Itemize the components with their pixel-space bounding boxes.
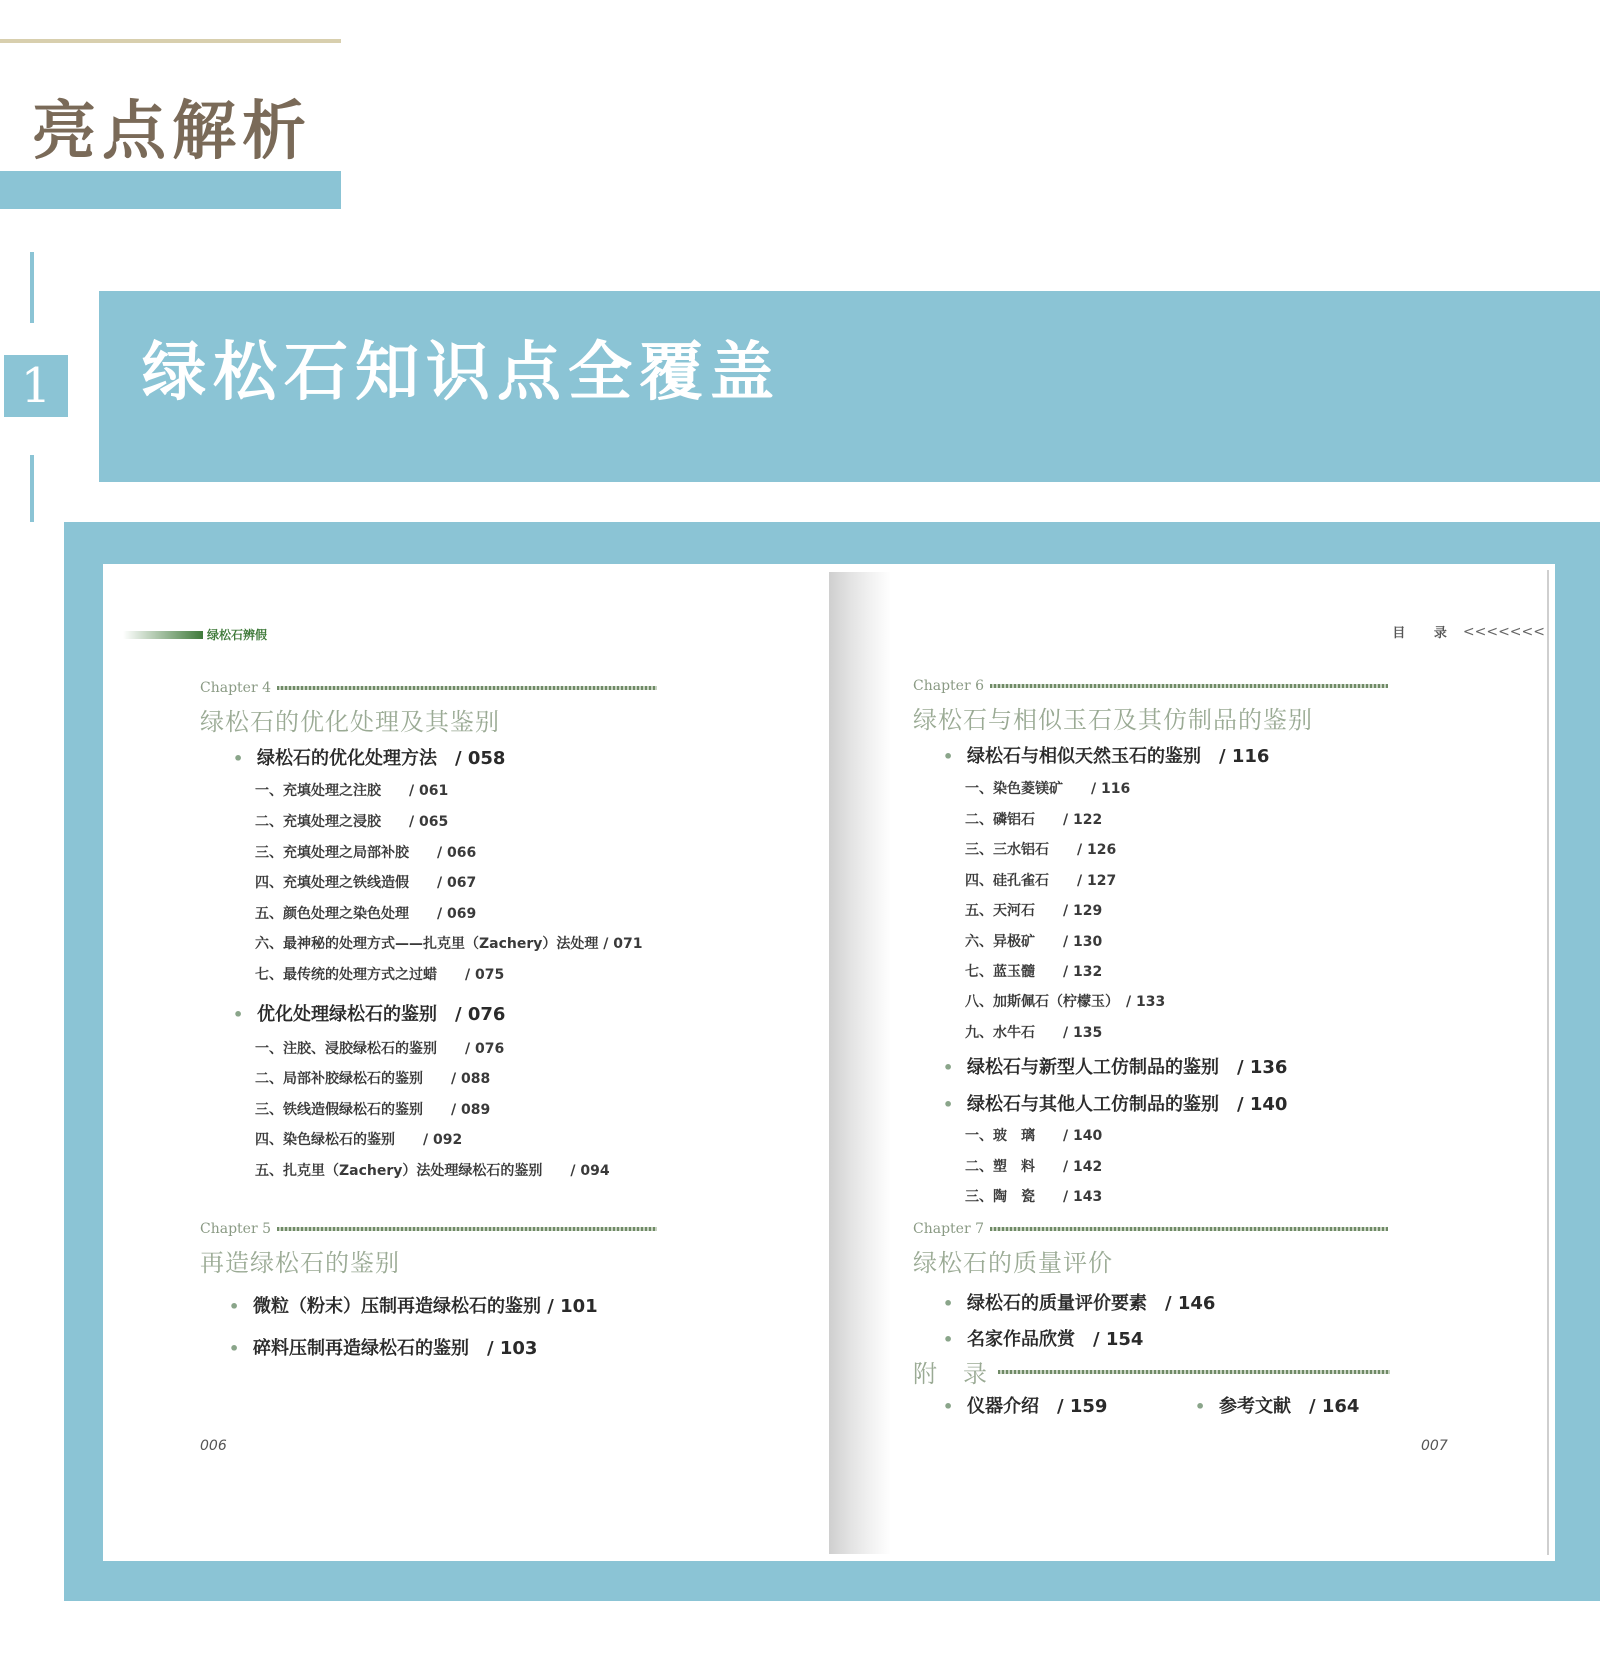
chapter-6-header	[913, 678, 1388, 735]
chapter-title: 绿松石的质量评价	[913, 1249, 1113, 1277]
chapter-7-header	[913, 1221, 1388, 1278]
toc-sub-entry: 四、染色绿松石的鉴别 / 092	[255, 1132, 463, 1148]
toc-sub-entry: 二、充填处理之浸胶 / 065	[255, 814, 449, 830]
toc-sub-entry: 二、局部补胶绿松石的鉴别 / 088	[255, 1071, 491, 1087]
chapter-rule	[998, 1370, 1390, 1374]
toc-main-entry: • 微粒（粉末）压制再造绿松石的鉴别 / 101	[229, 1292, 598, 1318]
chapter-rule	[277, 1227, 657, 1231]
right-page	[829, 564, 1555, 1561]
chapter-5-header	[200, 1221, 657, 1278]
toc-sub-entry: 五、扎克里（Zachery）法处理绿松石的鉴别 / 094	[255, 1163, 610, 1179]
toc-main-entry: • 绿松石的质量评价要素 / 146	[943, 1289, 1215, 1315]
highlight-underbar	[0, 171, 341, 209]
toc-main-entry: • 绿松石的优化处理方法 / 058	[233, 744, 505, 770]
toc-sub-entry: 五、颜色处理之染色处理 / 069	[255, 906, 477, 922]
page-number: 006	[200, 1438, 227, 1454]
section-banner	[99, 291, 1600, 482]
toc-main-entry: • 绿松石与其他人工仿制品的鉴别 / 140	[943, 1090, 1287, 1116]
running-head-chevrons: <<<<<<<	[1462, 623, 1545, 640]
toc-sub-entry: 二、塑 料 / 142	[965, 1159, 1103, 1175]
chapter-label: Chapter 4	[200, 680, 271, 696]
chapter-label: Chapter 7	[913, 1221, 984, 1237]
chapter-title: 绿松石的优化处理及其鉴别	[200, 708, 500, 736]
running-head-bar	[123, 631, 203, 639]
chapter-rule	[277, 686, 657, 690]
chapter-title: 再造绿松石的鉴别	[200, 1249, 400, 1277]
toc-sub-entry: 六、异极矿 / 130	[965, 934, 1103, 950]
toc-sub-entry: 一、染色菱镁矿 / 116	[965, 781, 1131, 797]
highlight-title: 亮点解析	[32, 95, 312, 169]
toc-sub-entry: 九、水牛石 / 135	[965, 1025, 1103, 1041]
open-book-toc	[103, 564, 1555, 1561]
toc-main-entry: • 碎料压制再造绿松石的鉴别 / 103	[229, 1334, 537, 1360]
toc-sub-entry: 一、注胶、浸胶绿松石的鉴别 / 076	[255, 1041, 505, 1057]
chapter-title: 绿松石与相似玉石及其仿制品的鉴别	[913, 706, 1313, 734]
toc-sub-entry: 一、充填处理之注胶 / 061	[255, 783, 449, 799]
toc-sub-entry: 八、加斯佩石（柠檬玉） / 133	[965, 994, 1166, 1010]
section-line-bottom	[30, 455, 34, 522]
left-running-head	[123, 626, 267, 643]
left-page	[103, 564, 833, 1561]
toc-sub-entry: 五、天河石 / 129	[965, 903, 1103, 919]
top-accent-line	[0, 39, 341, 43]
toc-sub-entry: 二、磷铝石 / 122	[965, 812, 1103, 828]
toc-sub-entry: 三、充填处理之局部补胶 / 066	[255, 845, 477, 861]
toc-sub-entry: 七、蓝玉髓 / 132	[965, 964, 1103, 980]
toc-main-entry: • 绿松石与相似天然玉石的鉴别 / 116	[943, 742, 1269, 768]
book-photo-frame	[64, 522, 1600, 1601]
section-line-top	[30, 252, 34, 323]
toc-sub-entry: 三、三水铝石 / 126	[965, 842, 1117, 858]
toc-main-entry: • 名家作品欣赏 / 154	[943, 1325, 1143, 1351]
toc-sub-entry: 七、最传统的处理方式之过蜡 / 075	[255, 967, 505, 983]
toc-main-entry: • 仪器介绍 / 159	[943, 1392, 1107, 1418]
page-number: 007	[1421, 1438, 1448, 1454]
section-number-badge: 1	[4, 355, 68, 417]
toc-main-entry: • 绿松石与新型人工仿制品的鉴别 / 136	[943, 1053, 1287, 1079]
toc-sub-entry: 四、硅孔雀石 / 127	[965, 873, 1117, 889]
appendix-title: 附 录	[913, 1360, 988, 1388]
toc-main-entry: • 优化处理绿松石的鉴别 / 076	[233, 1000, 505, 1026]
chapter-label: Chapter 5	[200, 1221, 271, 1237]
chapter-rule	[990, 684, 1388, 688]
toc-sub-entry: 一、玻 璃 / 140	[965, 1128, 1103, 1144]
appendix-header	[913, 1354, 1390, 1389]
chapter-4-header	[200, 680, 657, 737]
toc-sub-entry: 三、陶 瓷 / 143	[965, 1189, 1103, 1205]
toc-main-entry: • 参考文献 / 164	[1195, 1392, 1359, 1418]
book-spine-shadow	[829, 572, 891, 1554]
running-head-text: 绿松石辨假	[207, 628, 268, 642]
toc-sub-entry: 三、铁线造假绿松石的鉴别 / 089	[255, 1102, 491, 1118]
chapter-rule	[990, 1227, 1388, 1231]
right-running-head	[1392, 622, 1545, 641]
chapter-label: Chapter 6	[913, 678, 984, 694]
page-edge	[1547, 570, 1549, 1555]
section-title: 绿松石知识点全覆盖	[142, 336, 781, 410]
running-head-text: 目 录	[1392, 626, 1459, 641]
toc-sub-entry: 六、最神秘的处理方式——扎克里（Zachery）法处理 / 071	[255, 936, 643, 952]
toc-sub-entry: 四、充填处理之铁线造假 / 067	[255, 875, 477, 891]
